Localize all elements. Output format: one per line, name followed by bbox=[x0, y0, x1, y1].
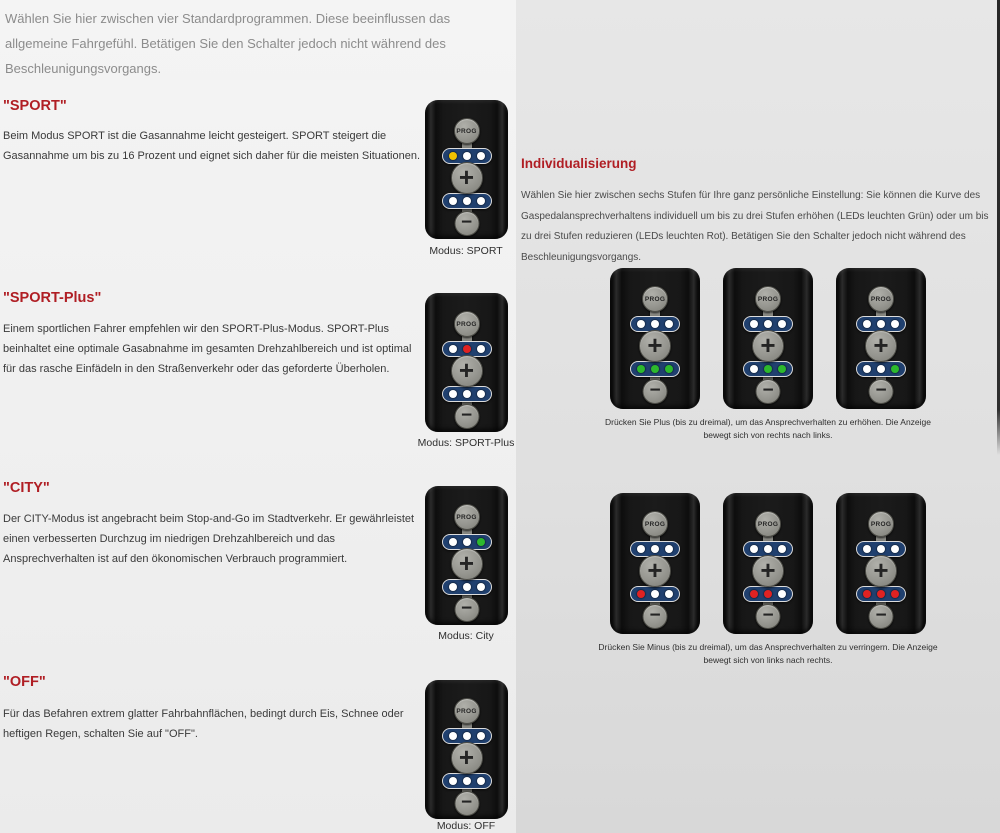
led-white bbox=[891, 545, 899, 553]
led-white bbox=[449, 345, 457, 353]
led-white bbox=[651, 320, 659, 328]
city-description: Der CITY-Modus ist angebracht beim Stop-and-Go im Stadtverkehr. Er gewährleistet einen verbesserten Durchzug im niedrigen Drehzahlbereich und das Ansprechverhalten ist auf den ökonomischen Verbrauch programmiert. bbox=[3, 513, 415, 565]
minus-button-icon: − bbox=[756, 379, 781, 404]
plus-button-icon: + bbox=[639, 555, 671, 587]
led-white bbox=[665, 590, 673, 598]
led-white bbox=[477, 390, 485, 398]
led-white bbox=[463, 732, 471, 740]
led-bar bbox=[442, 193, 492, 209]
prog-button-icon: PROG bbox=[755, 511, 781, 537]
minus-row-caption: Drücken Sie Minus (bis zu dreimal), um das Ansprechverhalten zu verringern. Die Anzeige bewegt sich von links nach rechts. bbox=[598, 642, 938, 665]
led-white bbox=[764, 320, 772, 328]
led-white bbox=[651, 545, 659, 553]
led-bar bbox=[856, 361, 906, 377]
led-bar bbox=[743, 361, 793, 377]
prog-button-icon: PROG bbox=[868, 511, 894, 537]
prog-button-icon: PROG bbox=[454, 504, 480, 530]
led-white bbox=[665, 545, 673, 553]
prog-button-icon: PROG bbox=[454, 311, 480, 337]
plus-button-icon: + bbox=[451, 742, 483, 774]
minus-button-icon: − bbox=[643, 604, 668, 629]
led-red bbox=[764, 590, 772, 598]
led-white bbox=[863, 365, 871, 373]
led-red bbox=[877, 590, 885, 598]
led-white bbox=[750, 365, 758, 373]
led-bar bbox=[442, 579, 492, 595]
city-heading: "CITY" bbox=[3, 480, 50, 496]
pedalbox-device-plus-2 bbox=[723, 268, 813, 409]
individualisierung-description: Wählen Sie hier zwischen sechs Stufen für Ihre ganz persönliche Einstellung: Sie können die Kurve des Gaspedalansprechverhaltens individuell um bis zu drei Stufen erhöhen (LEDs leuchten Grün) oder um bis zu drei Stufen reduzieren (LEDs leuchten Rot). Betätigen Sie den Schalter jedoch nicht während des Beschleunigungsvorgangs. bbox=[521, 190, 989, 263]
off-heading: "OFF" bbox=[3, 674, 46, 690]
led-bar bbox=[630, 361, 680, 377]
led-white bbox=[463, 152, 471, 160]
led-bar bbox=[856, 586, 906, 602]
pedalbox-device-minus-1 bbox=[610, 493, 700, 634]
pedalbox-device-plus-1 bbox=[836, 268, 926, 409]
minus-button-icon: − bbox=[756, 604, 781, 629]
pedalbox-device-plus-3 bbox=[610, 268, 700, 409]
device-caption-sport-plus: Modus: SPORT-Plus bbox=[417, 437, 515, 449]
led-green bbox=[778, 365, 786, 373]
sport-plus-heading: "SPORT-Plus" bbox=[3, 290, 102, 306]
led-white bbox=[477, 152, 485, 160]
led-white bbox=[891, 320, 899, 328]
pedalbox-device-sport-plus bbox=[425, 293, 508, 432]
pedalbox-device-minus-3 bbox=[836, 493, 926, 634]
plus-button-icon: + bbox=[752, 330, 784, 362]
led-bar bbox=[743, 586, 793, 602]
minus-button-icon: − bbox=[454, 211, 479, 236]
prog-button-icon: PROG bbox=[642, 511, 668, 537]
led-white bbox=[449, 197, 457, 205]
plus-button-icon: + bbox=[752, 555, 784, 587]
minus-button-icon: − bbox=[454, 597, 479, 622]
prog-button-icon: PROG bbox=[755, 286, 781, 312]
pedalbox-device-sport bbox=[425, 100, 508, 239]
led-white bbox=[477, 777, 485, 785]
led-white bbox=[449, 538, 457, 546]
led-white bbox=[637, 545, 645, 553]
plus-button-icon: + bbox=[865, 330, 897, 362]
led-white bbox=[449, 777, 457, 785]
led-white bbox=[463, 197, 471, 205]
sport-plus-description: Einem sportlichen Fahrer empfehlen wir den SPORT-Plus-Modus. SPORT-Plus beinhaltet eine optimale Gasabnahme im gesamten Drehzahlbereich und ist optimal für das rasche Einfädeln in den Straßenverkehr oder das geforderte Überholen. bbox=[3, 323, 412, 375]
pedalbox-device-city bbox=[425, 486, 508, 625]
led-white bbox=[477, 732, 485, 740]
prog-button-icon: PROG bbox=[642, 286, 668, 312]
sport-description: Beim Modus SPORT ist die Gasannahme leicht gesteigert. SPORT steigert die Gasannahme um bis zu 16 Prozent und eignet sich daher für die meisten Situationen. bbox=[3, 130, 421, 162]
minus-button-icon: − bbox=[454, 791, 479, 816]
led-white bbox=[778, 320, 786, 328]
led-red bbox=[463, 345, 471, 353]
device-caption-sport: Modus: SPORT bbox=[429, 245, 503, 257]
led-red bbox=[637, 590, 645, 598]
plus-button-icon: + bbox=[451, 162, 483, 194]
minus-button-icon: − bbox=[869, 379, 894, 404]
device-caption-off: Modus: OFF bbox=[436, 820, 496, 832]
led-white bbox=[764, 545, 772, 553]
pedalbox-device-minus-2 bbox=[723, 493, 813, 634]
plus-button-icon: + bbox=[451, 355, 483, 387]
led-green bbox=[477, 538, 485, 546]
off-description: Für das Befahren extrem glatter Fahrbahnflächen, bedingt durch Eis, Schnee oder heftigen Regen, schalten Sie auf "OFF". bbox=[3, 708, 404, 740]
led-white bbox=[477, 583, 485, 591]
prog-button-icon: PROG bbox=[454, 698, 480, 724]
led-bar bbox=[630, 586, 680, 602]
led-white bbox=[877, 320, 885, 328]
led-white bbox=[750, 320, 758, 328]
led-white bbox=[665, 320, 673, 328]
led-white bbox=[449, 583, 457, 591]
led-white bbox=[477, 345, 485, 353]
led-white bbox=[778, 590, 786, 598]
intro-paragraph: Wählen Sie hier zwischen vier Standardprogrammen. Diese beeinflussen das allgemeine Fahrgefühl. Betätigen Sie den Schalter jedoch nicht während des Beschleunigungsvorgangs. bbox=[5, 11, 451, 76]
prog-button-icon: PROG bbox=[868, 286, 894, 312]
led-white bbox=[750, 545, 758, 553]
led-white bbox=[778, 545, 786, 553]
led-green bbox=[891, 365, 899, 373]
led-white bbox=[863, 320, 871, 328]
led-white bbox=[877, 365, 885, 373]
plus-row-caption: Drücken Sie Plus (bis zu dreimal), um das Ansprechverhalten zu erhöhen. Die Anzeige bewegt sich von rechts nach links. bbox=[604, 417, 931, 440]
led-green bbox=[651, 365, 659, 373]
sport-heading: "SPORT" bbox=[3, 98, 67, 114]
led-white bbox=[463, 777, 471, 785]
minus-button-icon: − bbox=[643, 379, 668, 404]
led-red bbox=[750, 590, 758, 598]
plus-button-icon: + bbox=[865, 555, 897, 587]
pedalbox-device-off bbox=[425, 680, 508, 819]
led-green bbox=[637, 365, 645, 373]
led-yellow bbox=[449, 152, 457, 160]
led-bar bbox=[442, 773, 492, 789]
led-white bbox=[637, 320, 645, 328]
led-white bbox=[449, 390, 457, 398]
plus-button-icon: + bbox=[451, 548, 483, 580]
led-white bbox=[863, 545, 871, 553]
device-caption-city: Modus: City bbox=[438, 630, 494, 642]
led-white bbox=[463, 583, 471, 591]
led-white bbox=[877, 545, 885, 553]
led-green bbox=[764, 365, 772, 373]
led-white bbox=[651, 590, 659, 598]
led-white bbox=[449, 732, 457, 740]
plus-button-icon: + bbox=[639, 330, 671, 362]
minus-button-icon: − bbox=[454, 404, 479, 429]
led-white bbox=[463, 538, 471, 546]
led-bar bbox=[442, 386, 492, 402]
led-red bbox=[863, 590, 871, 598]
led-red bbox=[891, 590, 899, 598]
minus-button-icon: − bbox=[869, 604, 894, 629]
prog-button-icon: PROG bbox=[454, 118, 480, 144]
led-white bbox=[477, 197, 485, 205]
led-white bbox=[463, 390, 471, 398]
individualisierung-heading: Individualisierung bbox=[521, 156, 637, 171]
led-green bbox=[665, 365, 673, 373]
